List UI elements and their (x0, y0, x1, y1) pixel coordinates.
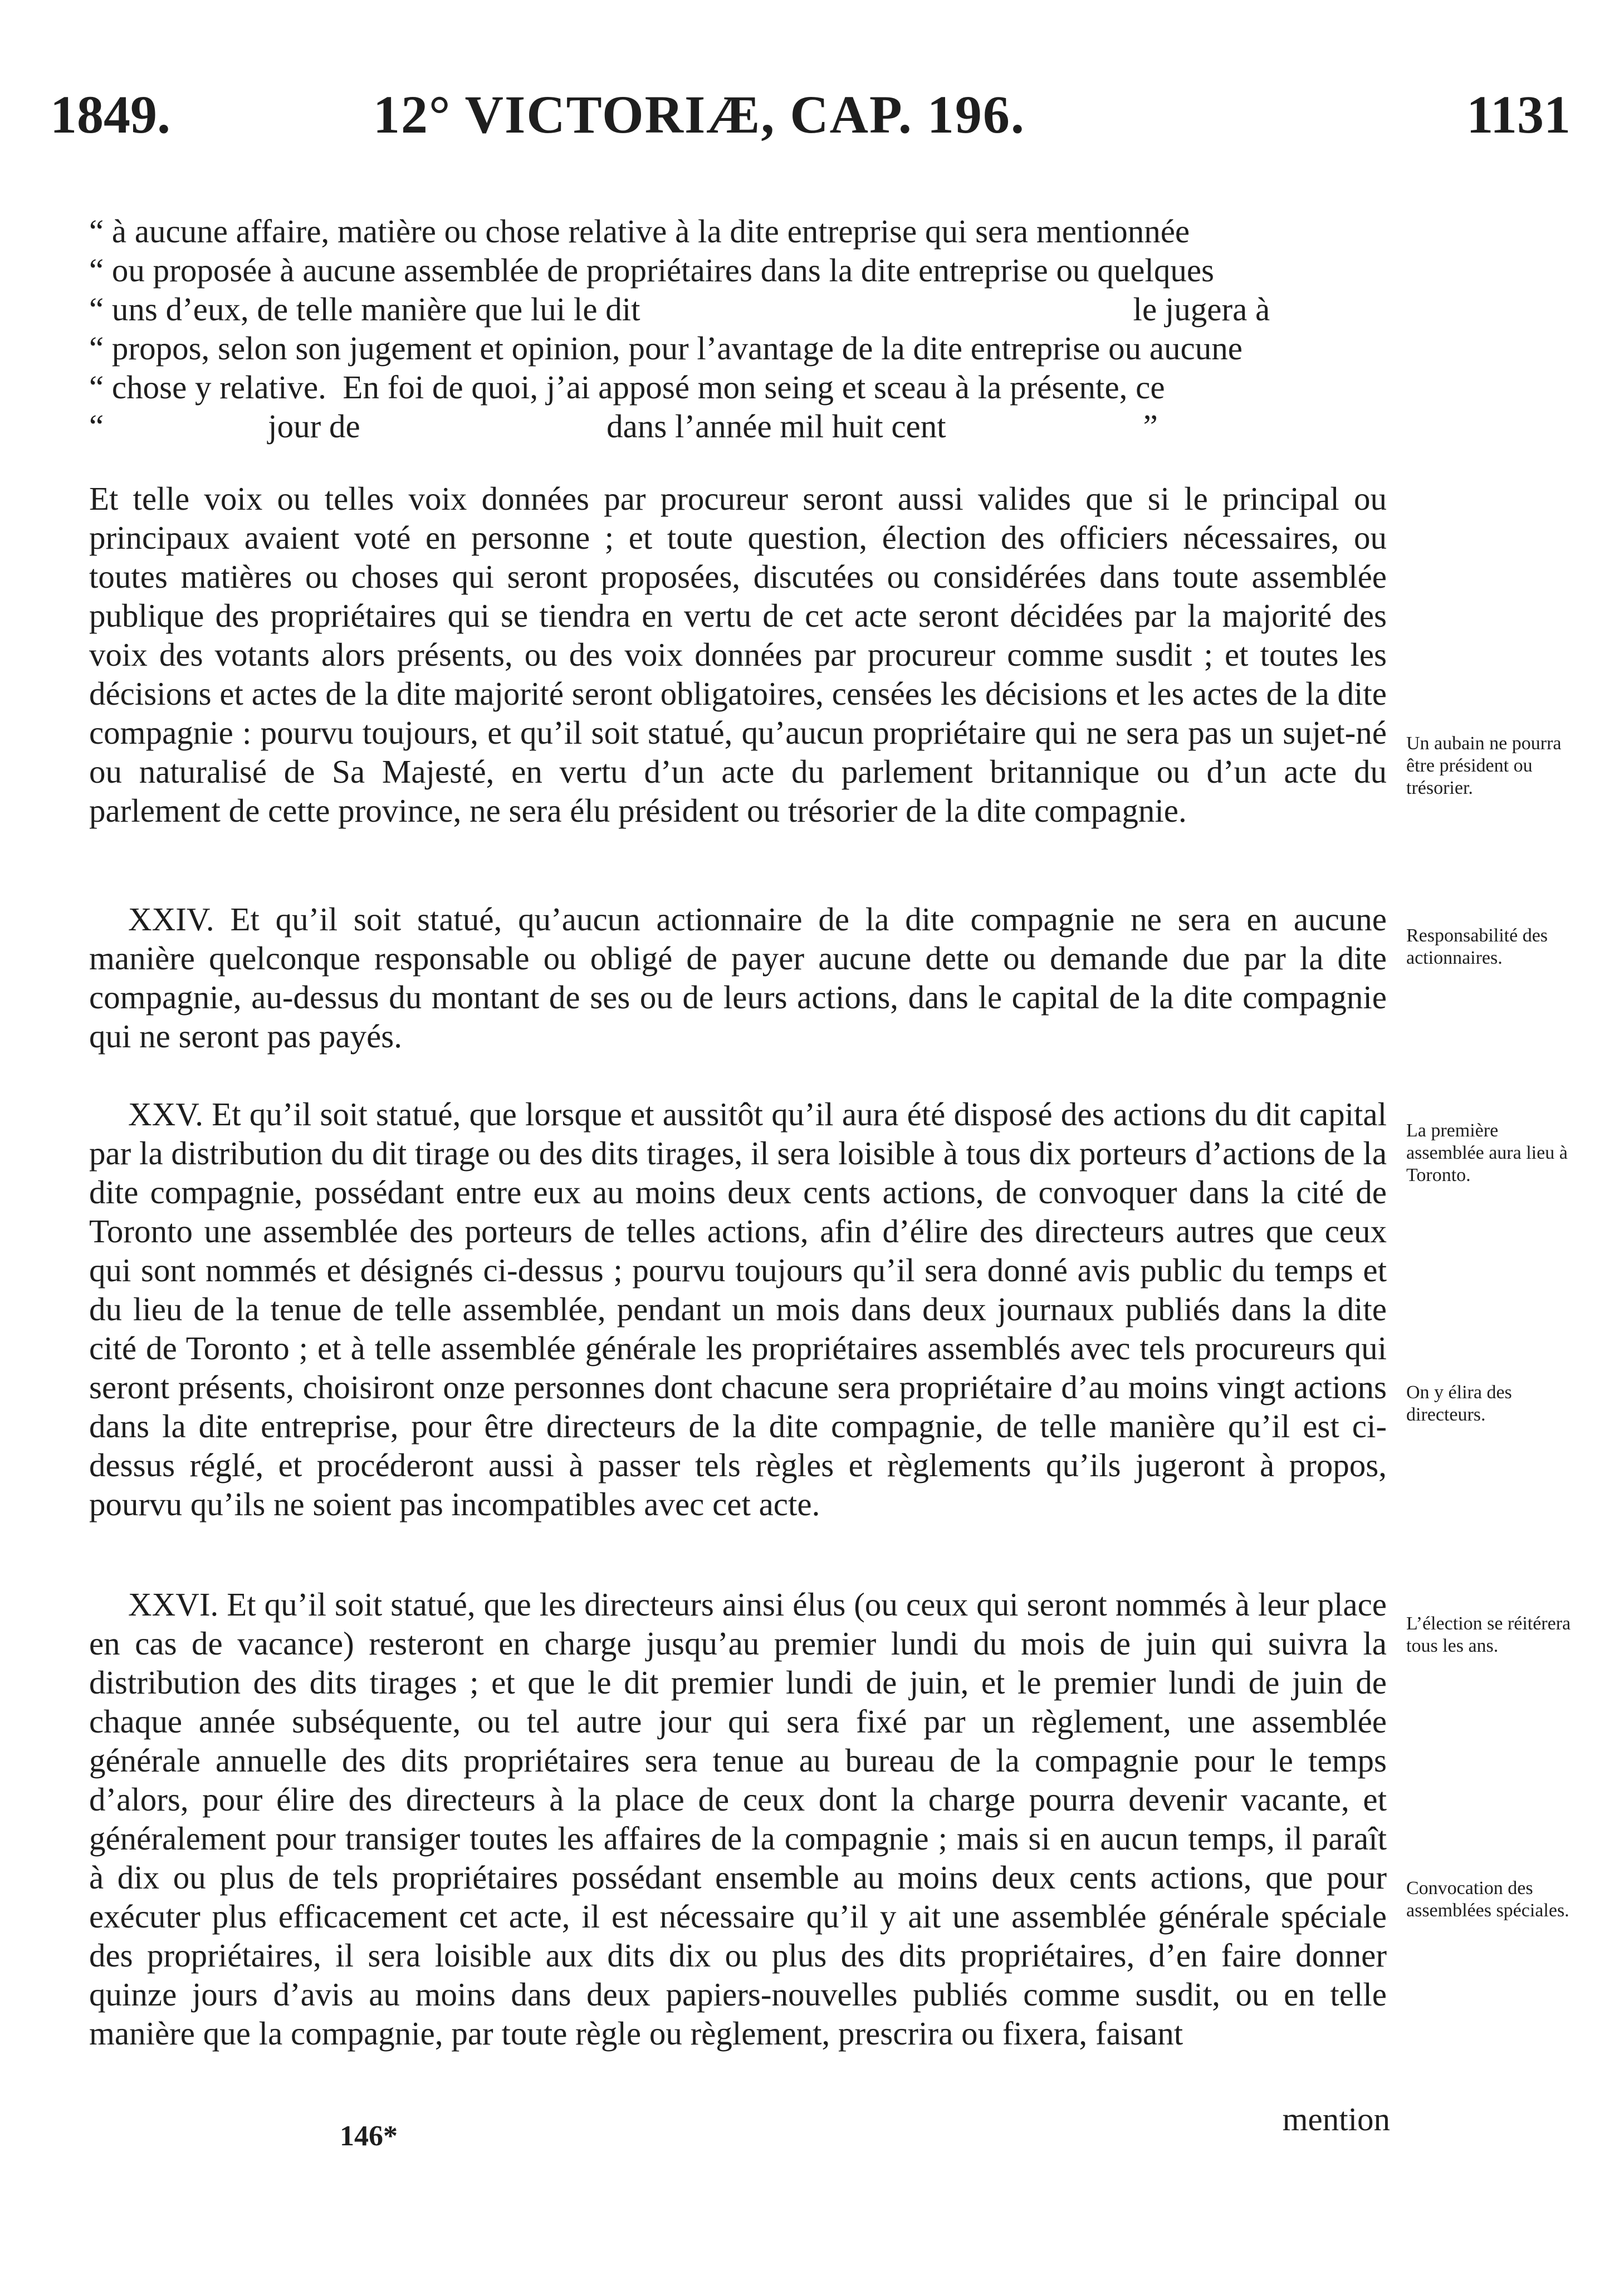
section-xxiv (89, 900, 1387, 1056)
page-header (50, 84, 1571, 167)
paragraph-text: Et telle voix ou telles voix données par procureur seront aussi valides que si le principal ou principaux avaient voté en personne ; et toute question, élection des officiers nécessaires, ou toutes matières ou choses qui seront proposées, discutées ou considérées dans toute assemblée publique des propriétaires qui se tiendra en vertu de cet acte seront décidées par la majorité des voix des votants alors présents, ou des voix données par procureur comme susdit ; et toutes les décisions et actes de la dite majorité seront obligatoires, censées les décisions et les actes de la dite compagnie : pourvu toujours, et qu’il soit statué, qu’aucun propriétaire qui ne sera pas un sujet-né ou naturalisé de Sa Majesté, en vertu d’un acte du parlement britannique ou d’un acte du parlement de cette province, ne sera élu président ou trésorier de la dite compagnie. (89, 480, 1387, 829)
margin-note: La première assemblée aura lieu à Toronto. (1406, 1120, 1568, 1185)
section-xxv (89, 1095, 1387, 1524)
header-title: 12° VICTORIÆ, CAP. 196. (373, 85, 1025, 144)
form-line: “ propos, selon son jugement et opinion, pour l’avantage de la dite entreprise ou aucune (89, 330, 1243, 367)
paragraph-text: Et qu’il soit statué, qu’aucun actionnaire de la dite compagnie ne sera en aucune manière quelconque responsable ou obligé de payer aucune dette ou demande due par la dite compagnie, au-dessus du montant de ses ou de leurs actions, dans le capital de la dite compagnie qui ne seront pas payés. (89, 901, 1387, 1055)
section-xxvi (89, 1585, 1387, 2053)
form-line: “ jour de dans l’année mil huit cent ” (89, 408, 1158, 445)
paragraph-proxy-votes (89, 479, 1387, 830)
proxy-form-text (89, 212, 1387, 446)
form-line: “ chose y relative. En foi de quoi, j’ai apposé mon seing et sceau à la présente, ce (89, 369, 1165, 406)
catchword: mention (1282, 2101, 1390, 2138)
margin-note: L’élection se réitérera tous les ans. (1406, 1613, 1571, 1656)
signature-mark: 146* (340, 2120, 398, 2152)
header-year: 1849. (50, 85, 170, 144)
page-number: 1131 (1466, 85, 1571, 144)
margin-note: Convocation des assemblées spéciales. (1406, 1878, 1569, 1921)
margin-note: Responsabilité des actionnaires. (1406, 925, 1548, 968)
form-line: “ à aucune affaire, matière ou chose relative à la dite entreprise qui sera mentionnée (89, 213, 1190, 250)
margin-note: Un aubain ne pourra être président ou trésorier. (1406, 733, 1562, 798)
section-number: XXIV. (128, 901, 214, 938)
section-number: XXV. (128, 1096, 203, 1133)
paragraph-text: Et qu’il soit statué, que les directeurs ainsi élus (ou ceux qui seront nommés à leur place en cas de vacance) resteront en charge jusqu’au premier lundi du mois de juin qui suivra la distribution des dits tirages ; et que le dit premier lundi de juin, et le premier lundi de juin de chaque année subséquente, ou tel autre jour qui sera fixé par un règlement, une assemblée générale annuelle des dits propriétaires sera tenue au bureau de la compagnie pour le temps d’alors, pour élire des directeurs à la place de ceux dont la charge pourra devenir vacante, et généralement pour transiger toutes les affaires de la compagnie ; mais si en aucun temps, il paraît à dix ou plus de tels propriétaires possédant ensemble au moins deux cents actions, que pour exécuter plus efficacement cet acte, il est nécessaire qu’il y ait une assemblée générale spéciale des propriétaires, il sera loisible aux dits dix ou plus des dits propriétaires, d’en faire donner quinze jours d’avis au moins dans deux papiers-nouvelles publiés comme susdit, ou en telle manière que la compagnie, par toute règle ou règlement, prescrira ou fixera, faisant (89, 1586, 1387, 2052)
form-line: “ ou proposée à aucune assemblée de propriétaires dans la dite entreprise ou quelques (89, 252, 1214, 289)
paragraph-text: Et qu’il soit statué, que lorsque et aussitôt qu’il aura été disposé des actions du dit capital par la distribution du dit tirage ou des dits tirages, il sera loisible à tous dix porteurs d’actions de la dite compagnie, possédant entre eux au moins deux cents actions, de convoquer dans la cité de Toronto une assemblée des porteurs de telles actions, afin d’élire des directeurs autres que ceux qui sont nommés et désignés ci-dessus ; pourvu toujours qu’il sera donné avis public du temps et du lieu de la tenue de telle assemblée, pendant un mois dans deux journaux publiés dans la dite cité de Toronto ; et à telle assemblée générale les propriétaires assemblés avec tels procureurs qui seront présents, choisiront onze personnes dont chacune sera propriétaire d’au moins vingt actions dans la dite entreprise, pour être directeurs de la dite compagnie, de telle manière qu’il est ci-dessus réglé, et procéderont aussi à passer tels règles et règlements qu’ils jugeront à propos, pourvu qu’ils ne soient pas incompatibles avec cet acte. (89, 1096, 1387, 1522)
section-number: XXVI. (128, 1586, 219, 1623)
margin-note: On y élira des directeurs. (1406, 1382, 1512, 1425)
form-line: “ uns d’eux, de telle manière que lui le dit le jugera à (89, 291, 1270, 328)
